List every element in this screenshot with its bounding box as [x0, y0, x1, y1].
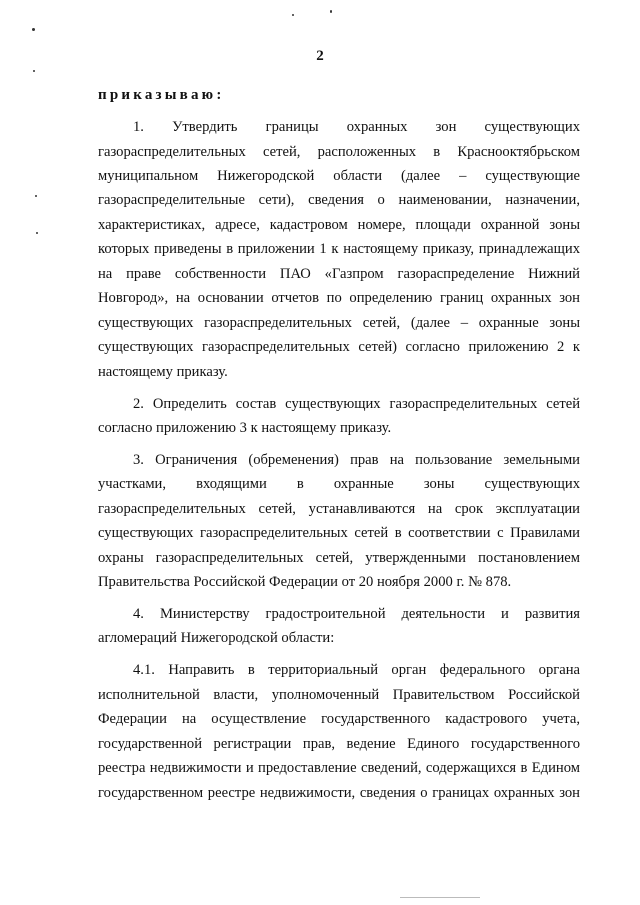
paragraph-3-line-6: Правительства Российской Федерации от 20 ноября 2000 г. № 878. [98, 574, 512, 590]
paragraph-4-1-line-3: Федерации на осуществление государственного кадастрового учета, [98, 711, 580, 727]
paragraph-2-line-2: согласно приложению 3 к настоящему приказу. [98, 420, 392, 436]
paragraph-4-1-line-4: государственной регистрации прав, ведение Единого государственного [98, 736, 580, 752]
scan-mark [400, 897, 480, 898]
paragraph-3-line-2: участками, входящими в охранные зоны существующих [98, 476, 580, 492]
paragraph-1-line-7: на праве собственности ПАО «Газпром газораспределение Нижний [98, 266, 580, 282]
paragraph-1-line-2: газораспределительных сетей, расположенных в Краснооктябрьском [98, 144, 580, 160]
scan-speck [33, 70, 35, 72]
paragraph-4-line-1: 4. Министерству градостроительной деятельности и развития [133, 606, 580, 622]
paragraph-3-line-4: существующих газораспределительных сетей в соответствии с Правилами [98, 525, 580, 541]
scan-speck [32, 28, 35, 31]
page-number: 2 [316, 48, 324, 64]
paragraph-1-line-9: существующих газораспределительных сетей, (далее – охранные зоны [98, 315, 580, 331]
scan-speck [36, 232, 38, 234]
paragraph-3-line-3: газораспределительных сетей, устанавливаются на срок эксплуатации [98, 501, 580, 517]
paragraph-4-line-2: агломераций Нижегородской области: [98, 630, 335, 646]
paragraph-1-line-4: газораспределительные сети), сведения о наименовании, назначении, [98, 192, 580, 208]
paragraph-1-line-5: характеристиках, адресе, кадастровом номере, площади охранной зоны [98, 217, 580, 233]
paragraph-2-line-1: 2. Определить состав существующих газораспределительных сетей [133, 396, 580, 412]
order-verb: приказываю: [98, 87, 225, 103]
paragraph-4-1-line-6: государственном реестре недвижимости, сведения о границах охранных зон [98, 785, 580, 801]
paragraph-3-line-5: охраны газораспределительных сетей, утвержденными постановлением [98, 550, 580, 566]
paragraph-1-line-11: настоящему приказу. [98, 364, 228, 380]
scan-speck [292, 14, 294, 16]
paragraph-1-line-3: муниципальном Нижегородской области (далее – существующие [98, 168, 580, 184]
paragraph-1-line-10: существующих газораспределительных сетей) согласно приложению 2 к [98, 339, 580, 355]
paragraph-1-line-6: которых приведены в приложении 1 к настоящему приказу, принадлежащих [98, 241, 580, 257]
paragraph-1-line-1: 1. Утвердить границы охранных зон существующих [133, 119, 580, 135]
paragraph-1-line-8: Новгород», на основании отчетов по определению границ охранных зон [98, 290, 580, 306]
paragraph-4-1-line-1: 4.1. Направить в территориальный орган федерального органа [133, 662, 580, 678]
paragraph-4-1-line-2: исполнительной власти, уполномоченный Правительством Российской [98, 687, 580, 703]
scan-speck [330, 10, 332, 13]
paragraph-4-1-line-5: реестра недвижимости и предоставление сведений, содержащихся в Едином [98, 760, 580, 776]
paragraph-3-line-1: 3. Ограничения (обременения) прав на пользование земельными [133, 452, 580, 468]
scan-speck [35, 195, 37, 197]
